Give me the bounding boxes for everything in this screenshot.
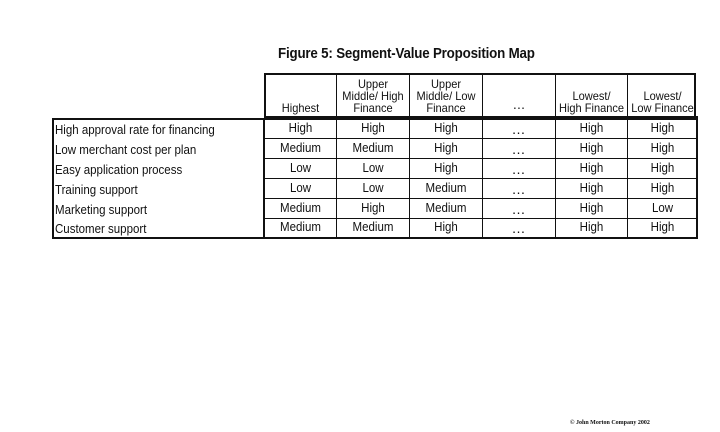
ellipsis-cell: …	[511, 201, 527, 217]
table-cell: High	[579, 220, 604, 234]
col-divider	[627, 73, 628, 118]
table-cell: High	[650, 121, 675, 135]
table-cell: High	[650, 141, 675, 155]
ellipsis-cell: …	[511, 220, 527, 236]
table-cell: High	[361, 121, 385, 135]
table-cell: Medium	[280, 201, 321, 215]
table-cell: Medium	[280, 141, 321, 155]
row-divider	[264, 138, 698, 139]
table-cell: High	[650, 161, 675, 175]
row-label: Marketing support	[55, 203, 148, 217]
table-cell: High	[579, 201, 604, 215]
table-cell: High	[361, 201, 385, 215]
col-header-highest: Highest	[281, 101, 320, 115]
table-cell: High	[288, 121, 313, 135]
row-label: High approval rate for financing	[55, 123, 215, 137]
table-cell: Medium	[352, 220, 394, 234]
table-cell: High	[434, 141, 458, 155]
table-cell: High	[650, 220, 675, 234]
figure-title: Figure 5: Segment-Value Proposition Map	[278, 46, 535, 62]
row-label: Low merchant cost per plan	[55, 143, 197, 157]
ellipsis-cell: …	[511, 141, 527, 157]
table-cell: High	[650, 181, 675, 195]
table-cell: High	[434, 161, 458, 175]
row-label: Easy application process	[55, 163, 183, 177]
row-divider	[264, 218, 698, 219]
row-divider	[264, 178, 698, 179]
table-cell: Medium	[425, 201, 467, 215]
col-header-lowest-high: Lowest/ High Finance	[558, 89, 625, 115]
col-divider	[409, 73, 410, 118]
table-cell: Medium	[280, 220, 321, 234]
table-cell: Low	[362, 161, 384, 175]
table-cell: High	[579, 141, 604, 155]
row-label: Training support	[55, 183, 138, 197]
row-divider	[264, 198, 698, 199]
ellipsis-cell: …	[511, 161, 527, 177]
col-divider	[482, 73, 483, 118]
ellipsis-cell: …	[511, 121, 527, 137]
col-divider	[555, 73, 556, 118]
row-label: Customer support	[55, 222, 147, 236]
col-header-upper-middle-high: Upper Middle/ High Finance	[342, 77, 404, 115]
col-header-lowest-low: Lowest/ Low Finance	[631, 89, 694, 115]
table-cell: High	[579, 121, 604, 135]
row-divider	[264, 158, 698, 159]
table-cell: High	[579, 161, 604, 175]
table-cell: High	[434, 121, 458, 135]
col-divider	[336, 73, 337, 118]
table-cell: Low	[362, 181, 384, 195]
table-cell: Low	[289, 161, 312, 175]
table-cell: Medium	[425, 181, 467, 195]
table-cell: High	[579, 181, 604, 195]
ellipsis-cell: …	[511, 181, 527, 197]
copyright-notice: © John Morton Company 2002	[570, 420, 650, 426]
col-header-ellipsis: …	[512, 96, 526, 112]
table-cell: Medium	[352, 141, 394, 155]
col-header-upper-middle-low: Upper Middle/ Low Finance	[416, 77, 476, 115]
table-cell: High	[434, 220, 458, 234]
table-cell: Low	[289, 181, 312, 195]
table-cell: Low	[651, 201, 674, 215]
